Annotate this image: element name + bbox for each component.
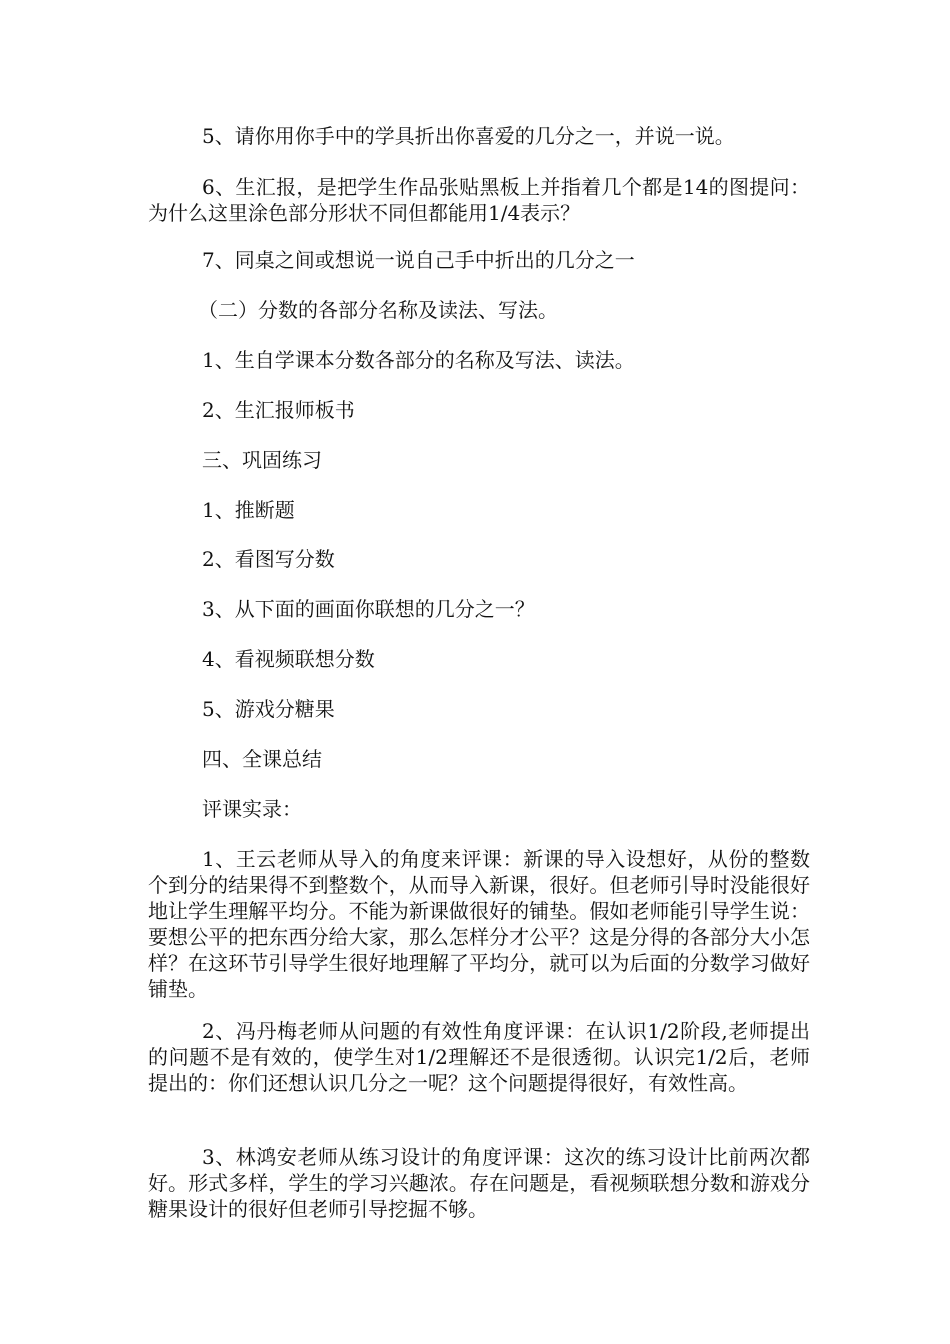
practice-item-3: 3、从下面的画面你联想的几分之一？: [202, 597, 535, 621]
paragraph-report: 2、生汇报师板书: [202, 398, 355, 422]
section-heading-review: 评课实录：: [202, 797, 302, 821]
review-paragraph-2: 2、冯丹梅老师从问题的有效性角度评课：在认识1/2阶段,老师提出的问题不是有效的，使学生对1/2理解还不是很透彻。认识完1/2后，老师提出的：你们还想认识几分之一呢？这个问题提得很好，有效性高。: [148, 1019, 810, 1095]
section-heading-fraction-parts: （二）分数的各部分名称及读法、写法。: [198, 298, 558, 322]
section-heading-summary: 四、全课总结: [202, 747, 322, 771]
paragraph-step-5: 5、请你用你手中的学具折出你喜爱的几分之一，并说一说。: [202, 124, 735, 148]
practice-item-5: 5、游戏分糖果: [202, 697, 335, 721]
practice-item-1: 1、推断题: [202, 498, 295, 522]
paragraph-step-7: 7、同桌之间或想说一说自己手中折出的几分之一: [202, 248, 635, 272]
paragraph-self-study: 1、生自学课本分数各部分的名称及写法、读法。: [202, 348, 635, 372]
practice-item-4: 4、看视频联想分数: [202, 647, 375, 671]
practice-item-2: 2、看图写分数: [202, 547, 335, 571]
section-heading-practice: 三、巩固练习: [202, 448, 322, 472]
review-paragraph-3: 3、林鸿安老师从练习设计的角度评课：这次的练习设计比前两次都好。形式多样，学生的学习兴趣浓。存在问题是，看视频联想分数和游戏分糖果设计的很好但老师引导挖掘不够。: [148, 1145, 810, 1221]
paragraph-step-6: 6、生汇报，是把学生作品张贴黑板上并指着几个都是14的图提问：为什么这里涂色部分形状不同但都能用1/4表示？: [148, 175, 810, 225]
review-paragraph-1: 1、王云老师从导入的角度来评课：新课的导入设想好，从份的整数个到分的结果得不到整数个，从而导入新课，很好。但老师引导时没能很好地让学生理解平均分。不能为新课做很好的铺垫。假如老师能引导学生说：要想公平的把东西分给大家，那么怎样分才公平？这是分得的各部分大小怎样？在这环节引导学生很好地理解了平均分，就可以为后面的分数学习做好铺垫。: [148, 847, 810, 1001]
